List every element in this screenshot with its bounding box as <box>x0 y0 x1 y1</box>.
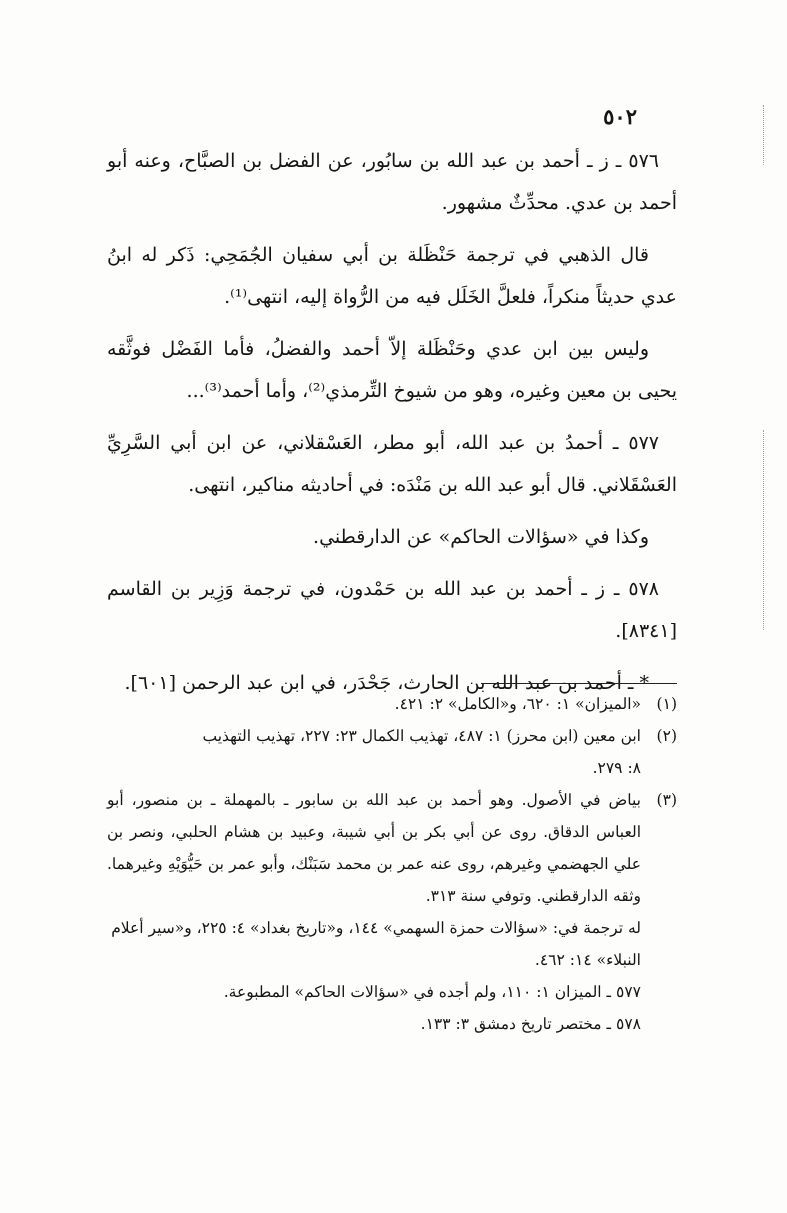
footnote-text: «الميزان» ١: ٦٢٠، و«الكامل» ٢: ٤٢١. <box>394 695 641 713</box>
footnotes <box>107 688 677 1040</box>
source-note-578: ٥٧٨ ـ مختصر تاريخ دمشق ٣: ١٣٣. <box>420 1015 641 1033</box>
scan-margin-mark <box>763 105 764 165</box>
footnote-2 <box>107 720 677 752</box>
footnote-continuation: له ترجمة في: «سؤالات حمزة السهمي» ١٤٤، و«تاريخ بغداد» ٤: ٢٢٥، و«سير أعلام النبلاء» ١٤: ٤٦٢. <box>111 919 641 969</box>
entry-578: ٥٧٨ ـ ز ـ أحمد بن عبد الله بن حَمْدون، في ترجمة وَزِير بن القاسم [٨٣٤١]. <box>107 578 677 642</box>
source-note-577: ٥٧٧ ـ الميزان ١: ١١٠، ولم أجده في «سؤالات الحاكم» المطبوعة. <box>223 983 641 1001</box>
footnote-separator <box>481 683 677 684</box>
commentary-paragraph: وكذا في «سؤالات الحاكم» عن الدارقطني. <box>313 526 649 548</box>
scan-margin-mark <box>763 430 764 630</box>
footnote-number: (٣) <box>656 791 677 809</box>
main-text <box>107 140 677 714</box>
footnote-1 <box>107 688 677 720</box>
commentary-paragraph: قال الذهبي في ترجمة حَنْظَلة بن أبي سفيان الجُمَحِي: ذَكر له ابنُ عدي حديثاً منكراً، فلعلَّ الخَلَل فيه من الرُّواة إليه، انتهى⁽¹⁾. <box>107 244 677 308</box>
cross-reference-entry: * ـ أحمد بن عبد الله بن الحارث، جَحْدَر، في ابن عبد الرحمن [٦٠١]. <box>124 672 649 694</box>
footnote-number: (١) <box>656 695 677 713</box>
footnote-text: بياض في الأصول. وهو أحمد بن عبد الله بن سابور ـ بالمهملة ـ بن منصور، أبو العباس الدقاق. روى عن أبي بكر بن أبي شيبة، وعبيد بن هشام الحلبي، ونصر بن علي الجهضمي وغيرهم، روى عنه عمر بن محمد سَبَنْك، وأبو عمر بن حَيُّوَيْهِ وغيرهما. وثقه الدارقطني. وتوفي سنة ٣١٣. <box>107 791 641 905</box>
footnote-3 <box>107 784 677 912</box>
footnote-number: (٢) <box>656 727 677 745</box>
entry-577: ٥٧٧ ـ أحمدُ بن عبد الله، أبو مطر، العَسْقلاني، عن ابن أبي السَّرِيِّ العَسْقَلاني. قال أبو عبد الله بن مَنْدَه: في أحاديثه مناكير، انتهى. <box>107 432 677 496</box>
commentary-paragraph: وليس بين ابن عدي وحَنْظَلة إلاّ أحمد والفضلُ، فأما الفَضْل فوثَّقه يحيى بن معين وغيره، وهو من شيوخ التِّرمذي⁽²⁾، وأما أحمد⁽³⁾... <box>107 338 677 402</box>
footnote-text: ابن معين (ابن محرز) ١: ٤٨٧، تهذيب الكمال ٢٣: ٢٢٧، تهذيب التهذيب <box>202 727 641 745</box>
page-number: ٥٠٢ <box>603 104 637 129</box>
entry-576: ٥٧٦ ـ ز ـ أحمد بن عبد الله بن سابُور، عن الفضل بن الصبَّاح، وعنه أبو أحمد بن عدي. محدِّثٌ مشهور. <box>107 150 677 214</box>
footnote-continuation: ٨: ٢٧٩. <box>592 759 641 777</box>
